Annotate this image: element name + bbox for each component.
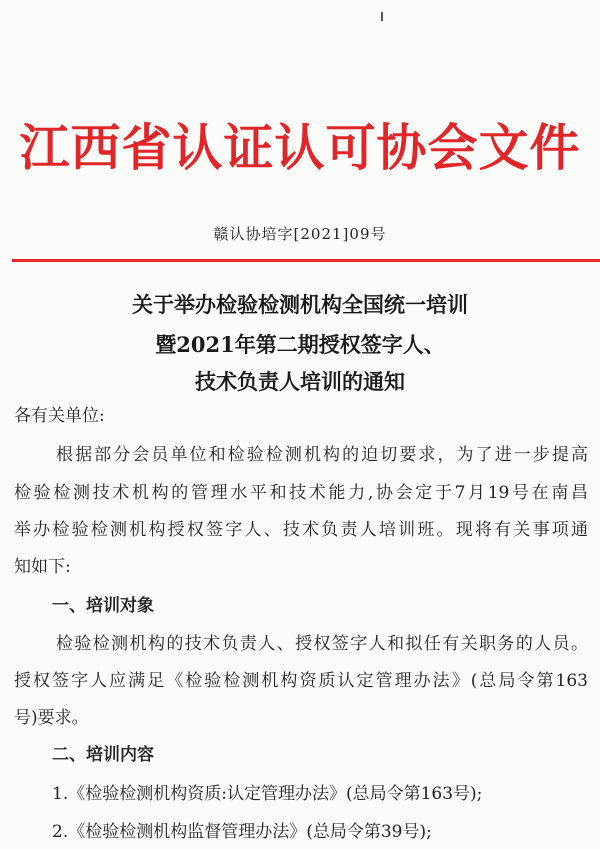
notice-title-line-1: 关于举办检验检测机构全国统一培训 (132, 292, 468, 317)
document-number: 赣认协培字[2021]09号 (213, 225, 387, 243)
notice-title-line-3: 技术负责人培训的通知 (195, 369, 405, 394)
intro-line-4: 知如下: (14, 557, 71, 577)
section-1-line-2: 授权签字人应满足《检验检测机构资质认定管理办法》(总局令第163 (14, 671, 588, 691)
red-divider-line (12, 259, 600, 262)
intro-line-3: 举办检验检测机构授权签字人、技术负责人培训班。现将有关事项通 (14, 520, 588, 540)
intro-line-2: 检验检测技术机构的管理水平和技术能力,协会定于7月19号在南昌 (14, 483, 588, 503)
section-1-heading: 一、培训对象 (52, 596, 154, 616)
scan-mark (381, 12, 383, 21)
salutation: 各有关单位: (14, 406, 105, 426)
issuer-header-title: 江西省认证认可协会文件 (19, 118, 581, 177)
section-2-item-1: 1.《检验检测机构资质:认定管理办法》(总局令第163号); (52, 784, 483, 804)
section-2-heading: 二、培训内容 (52, 745, 154, 765)
intro-line-1: 根据部分会员单位和检验检测机构的迫切要求，为了进一步提高 (56, 445, 588, 465)
section-1-line-1: 检验检测机构的技术负责人、授权签字人和拟任有关职务的人员。 (56, 634, 588, 654)
section-1-line-3: 号)要求。 (14, 708, 89, 728)
notice-title-line-2: 暨2021年第二期授权签字人、 (155, 332, 445, 357)
section-2-item-2: 2.《检验检测机构监督管理办法》(总局令第39号); (52, 822, 432, 842)
